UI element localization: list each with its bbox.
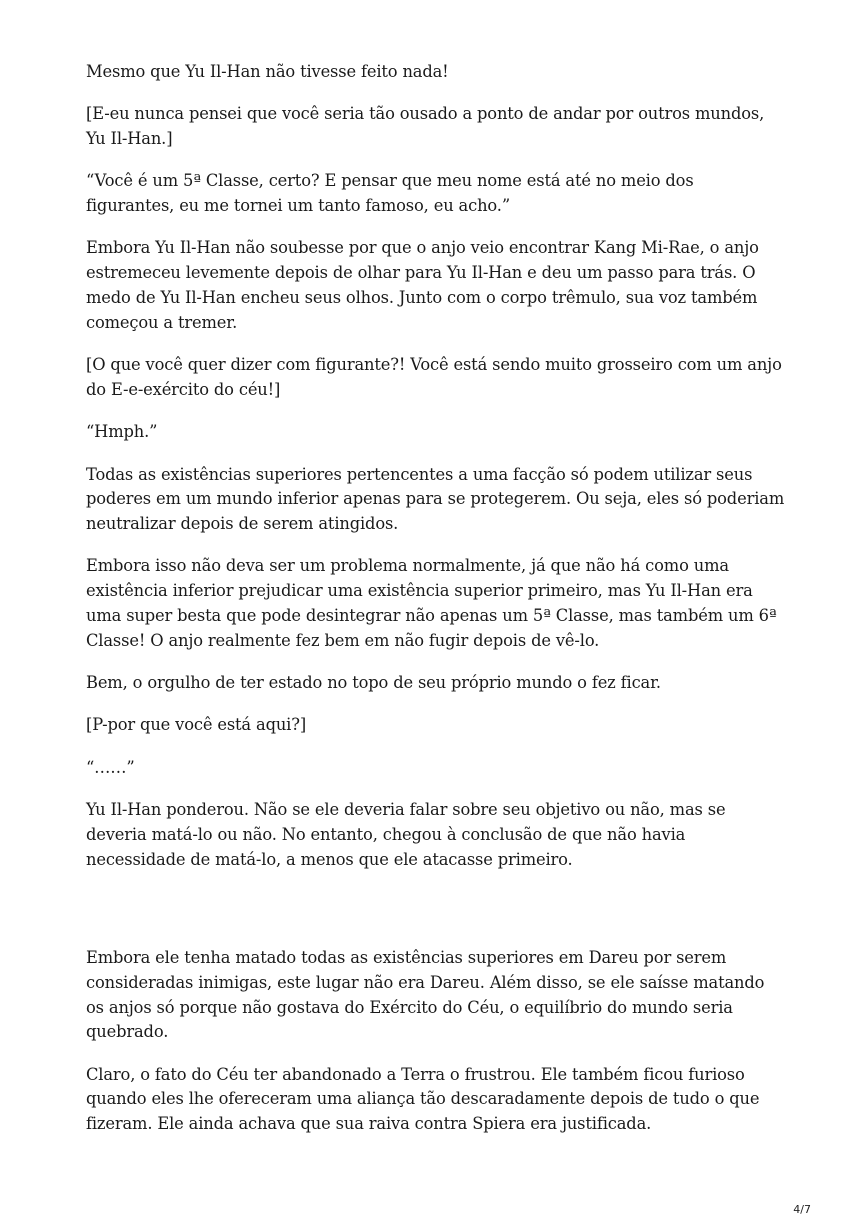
paragraph: Yu Il-Han ponderou. Não se ele deveria falar sobre seu objetivo ou não, mas se deveria matá-lo ou não. No entanto, chegou à conclusão de que não havia necessidade de matá-lo, a menos que ele atacasse primeiro. bbox=[86, 800, 726, 869]
paragraph: Claro, o fato do Céu ter abandonado a Terra o frustrou. Ele também ficou furioso quando eles lhe ofereceram uma aliança tão descaradamente depois de tudo o que fizeram. Ele ainda achava que sua raiva contra Spiera era justificada. bbox=[86, 1064, 760, 1134]
paragraph: “……” bbox=[86, 757, 135, 777]
paragraph: [O que você quer dizer com figurante?! Você está sendo muito grosseiro com um anjo do E-e-exército do céu!] bbox=[86, 355, 782, 399]
paragraph: [E-eu nunca pensei que você seria tão ousado a ponto de andar por outros mundos, Yu Il-Han.] bbox=[86, 104, 765, 149]
paragraph: “Hmph.” bbox=[86, 422, 158, 442]
document-body bbox=[86, 60, 786, 1155]
page-number: 4/7 bbox=[793, 1203, 811, 1216]
section-gap bbox=[86, 890, 786, 946]
paragraph: Mesmo que Yu Il-Han não tivesse feito nada! bbox=[86, 62, 449, 81]
paragraph: Bem, o orgulho de ter estado no topo de seu próprio mundo o fez ficar. bbox=[86, 673, 661, 693]
paragraph: Embora ele tenha matado todas as existências superiores em Dareu por serem consideradas inimigas, este lugar não era Dareu. Além disso, se ele saísse matando os anjos só porque não gostava do Exército do Céu, o equilíbrio do mundo seria quebrado. bbox=[86, 947, 765, 1042]
paragraph: “Você é um 5ª Classe, certo? E pensar que meu nome está até no meio dos figurantes, eu me tornei um tanto famoso, eu acho.” bbox=[86, 171, 694, 216]
paragraph: Embora Yu Il-Han não soubesse por que o anjo veio encontrar Kang Mi-Rae, o anjo estremeceu levemente depois de olhar para Yu Il-Han e deu um passo para trás. O medo de Yu Il-Han encheu seus olhos. Junto com o corpo trêmulo, sua voz também começou a tremer. bbox=[86, 238, 759, 332]
paragraph: [P-por que você está aqui?] bbox=[86, 715, 307, 735]
paragraph: Embora isso não deva ser um problema normalmente, já que não há como uma existência inferior prejudicar uma existência superior primeiro, mas Yu Il-Han era uma super besta que pode desintegrar não apenas um 5ª Classe, mas também um 6ª Classe! O anjo realmente fez bem em não fugir depois de vê-lo. bbox=[86, 556, 777, 650]
paragraph: Todas as existências superiores pertencentes a uma facção só podem utilizar seus poderes em um mundo inferior apenas para se protegerem. Ou seja, eles só poderiam neutralizar depois de serem atingidos. bbox=[86, 464, 785, 534]
